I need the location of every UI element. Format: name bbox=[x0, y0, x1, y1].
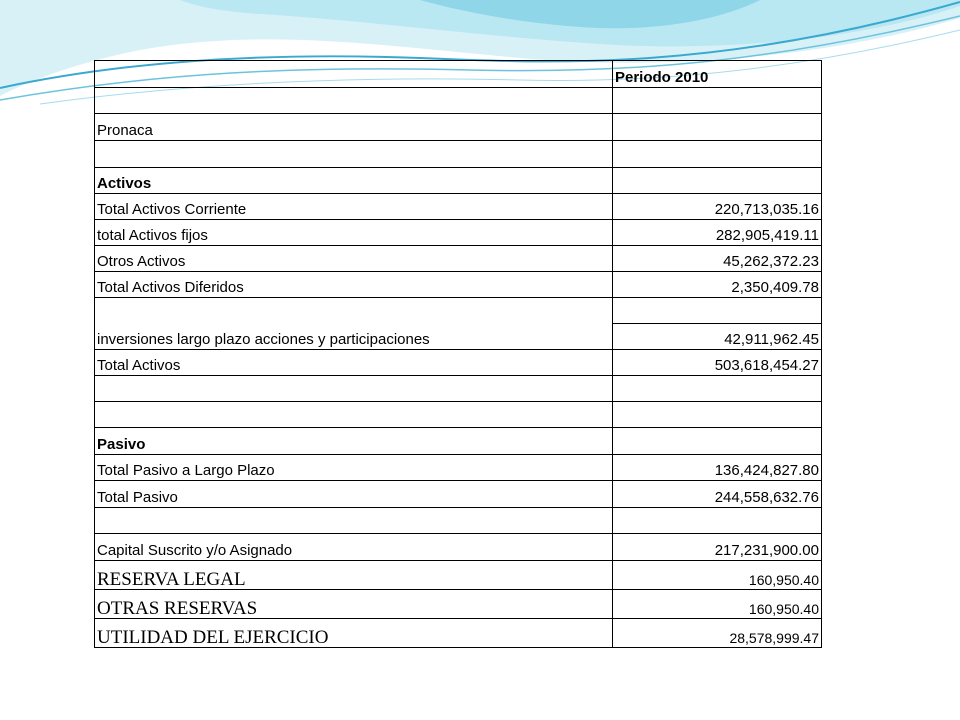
row-label: inversiones largo plazo acciones y participaciones bbox=[95, 298, 613, 350]
empty-cell bbox=[613, 376, 822, 402]
empty-cell bbox=[95, 376, 613, 402]
activos-heading: Activos bbox=[95, 168, 613, 194]
empty-cell bbox=[613, 114, 822, 141]
table-row-empty bbox=[95, 402, 822, 428]
table-row bbox=[95, 194, 822, 220]
table-row-activos-heading bbox=[95, 168, 822, 194]
empty-cell bbox=[613, 508, 822, 534]
row-value: 503,618,454.27 bbox=[613, 350, 822, 376]
table-row-empty bbox=[95, 141, 822, 168]
row-value: 2,350,409.78 bbox=[613, 272, 822, 298]
table-row bbox=[95, 590, 822, 619]
table-row bbox=[95, 534, 822, 561]
table-row bbox=[95, 272, 822, 298]
row-value: 28,578,999.47 bbox=[613, 619, 822, 648]
row-value: 217,231,900.00 bbox=[613, 534, 822, 561]
empty-cell bbox=[95, 61, 613, 88]
table-row-total-activos bbox=[95, 350, 822, 376]
empty-cell bbox=[95, 88, 613, 114]
table-row bbox=[95, 561, 822, 590]
empty-cell bbox=[95, 508, 613, 534]
empty-cell bbox=[613, 428, 822, 455]
row-label: Total Activos Corriente bbox=[95, 194, 613, 220]
table-row-inversiones-top bbox=[95, 298, 822, 324]
row-label: Total Activos bbox=[95, 350, 613, 376]
row-label: UTILIDAD DEL EJERCICIO bbox=[95, 619, 613, 648]
empty-cell bbox=[95, 402, 613, 428]
table-row-header bbox=[95, 61, 822, 88]
row-label: OTRAS RESERVAS bbox=[95, 590, 613, 619]
table-row-empty bbox=[95, 376, 822, 402]
row-value: 160,950.40 bbox=[613, 590, 822, 619]
row-value: 42,911,962.45 bbox=[613, 324, 822, 350]
row-label: RESERVA LEGAL bbox=[95, 561, 613, 590]
row-label: Otros Activos bbox=[95, 246, 613, 272]
row-label: Total Pasivo bbox=[95, 481, 613, 508]
empty-cell bbox=[613, 88, 822, 114]
period-header: Periodo 2010 bbox=[613, 61, 822, 88]
empty-cell bbox=[95, 141, 613, 168]
table-row bbox=[95, 455, 822, 481]
balance-sheet-table bbox=[94, 60, 822, 648]
row-value: 220,713,035.16 bbox=[613, 194, 822, 220]
company-name: Pronaca bbox=[95, 114, 613, 141]
table-row bbox=[95, 481, 822, 508]
empty-cell bbox=[613, 402, 822, 428]
row-label: Capital Suscrito y/o Asignado bbox=[95, 534, 613, 561]
row-value: 45,262,372.23 bbox=[613, 246, 822, 272]
table-row-company bbox=[95, 114, 822, 141]
pasivo-heading: Pasivo bbox=[95, 428, 613, 455]
row-value: 160,950.40 bbox=[613, 561, 822, 590]
table-row bbox=[95, 246, 822, 272]
empty-cell bbox=[613, 168, 822, 194]
row-value: 282,905,419.11 bbox=[613, 220, 822, 246]
row-value: 244,558,632.76 bbox=[613, 481, 822, 508]
table-row bbox=[95, 619, 822, 648]
row-label: Total Activos Diferidos bbox=[95, 272, 613, 298]
table-row-empty bbox=[95, 508, 822, 534]
empty-cell bbox=[613, 141, 822, 168]
table-row bbox=[95, 220, 822, 246]
row-label: Total Pasivo a Largo Plazo bbox=[95, 455, 613, 481]
row-label: total Activos fijos bbox=[95, 220, 613, 246]
table-row-empty bbox=[95, 88, 822, 114]
table-row-pasivo-heading bbox=[95, 428, 822, 455]
row-value: 136,424,827.80 bbox=[613, 455, 822, 481]
empty-cell bbox=[613, 298, 822, 324]
